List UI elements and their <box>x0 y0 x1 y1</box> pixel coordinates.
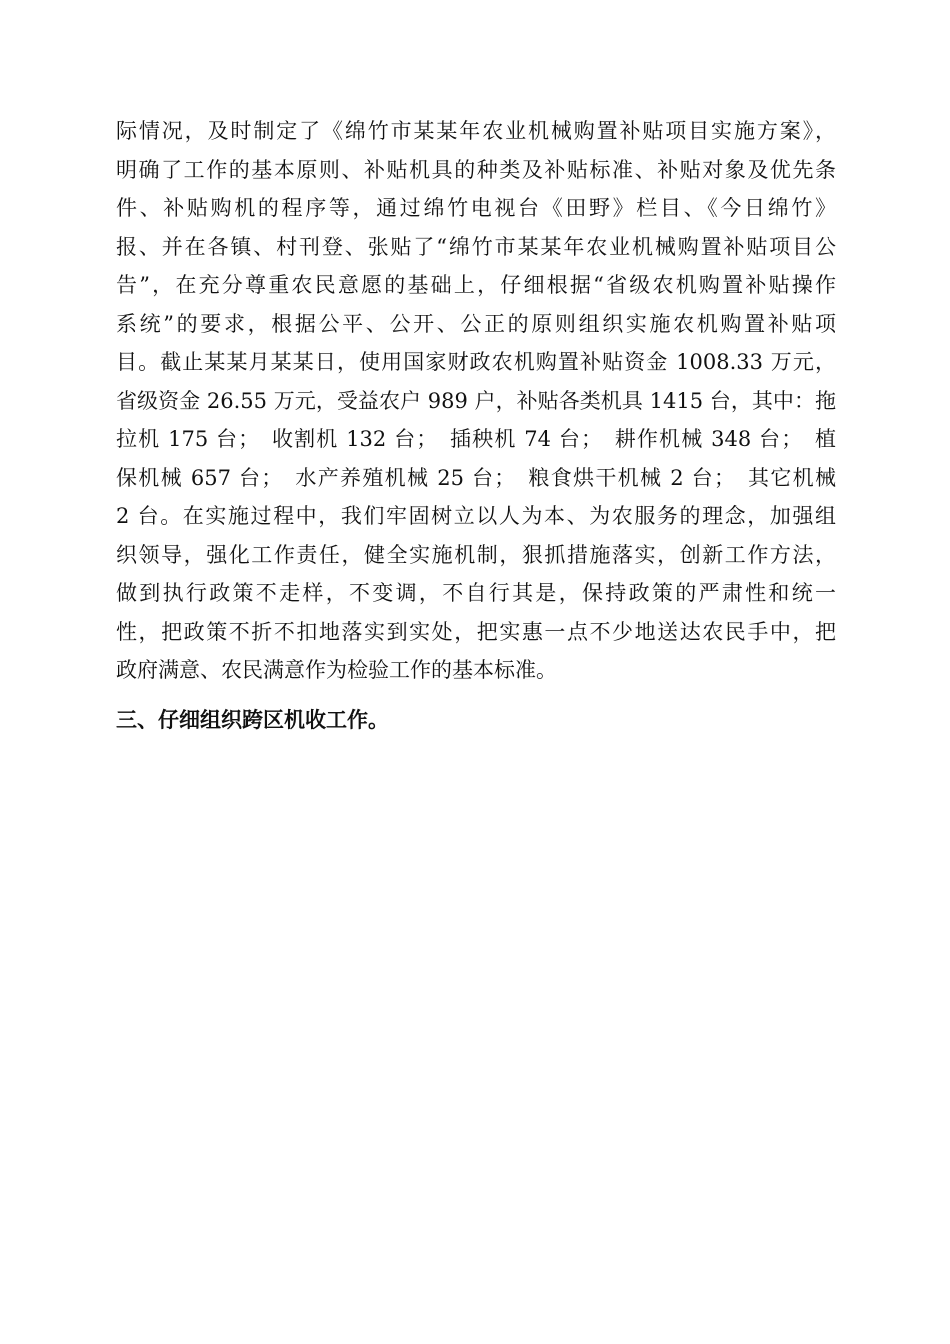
paragraph-line-15: 政府满意、农民满意作为检验工作的基本标准。 <box>116 658 557 682</box>
paragraph-line-2: 明确了工作的基本原则、补贴机具的种类及补贴标准、补贴对象及优先条 <box>116 157 836 182</box>
paragraph-line-4: 报、并在各镇、村刊登、张贴了“绵竹市某某年农业机械购置补贴项目公 <box>116 234 836 259</box>
paragraph-line-9: 拉机 175 台； 收割机 132 台； 插秧机 74 台； 耕作机械 348 台； 植 <box>116 427 836 451</box>
paragraph-line-1: 际情况，及时制定了《绵竹市某某年农业机械购置补贴项目实施方案》， <box>116 119 836 143</box>
paragraph-line-5: 告”，在充分尊重农民意愿的基础上，仔细根据“省级农机购置补贴操作 <box>116 273 836 297</box>
paragraph-line-14: 性，把政策不折不扣地落实到实处，把实惠一点不少地送达农民手中，把 <box>116 619 836 644</box>
body-paragraph <box>116 112 836 690</box>
paragraph-line-12: 织领导，强化工作责任，健全实施机制，狠抓措施落实，创新工作方法， <box>116 542 836 567</box>
paragraph-line-10: 保机械 657 台； 水产养殖机械 25 台； 粮食烘干机械 2 台； 其它机械 <box>116 465 836 490</box>
paragraph-line-8: 省级资金 26.55 万元，受益农户 989 户，补贴各类机具 1415 台，其中：拖 <box>116 388 836 413</box>
paragraph-line-11: 2 台。在实施过程中，我们牢固树立以人为本、为农服务的理念，加强组 <box>116 504 836 528</box>
paragraph-line-7: 目。截止某某月某某日，使用国家财政农机购置补贴资金 1008.33 万元， <box>116 350 836 374</box>
paragraph-line-3: 件、补贴购机的程序等，通过绵竹电视台《田野》栏目、《今日绵竹》 <box>116 196 836 220</box>
section-heading: 三、仔细组织跨区机收工作。 <box>116 708 389 732</box>
paragraph-line-13: 做到执行政策不走样，不变调，不自行其是，保持政策的严肃性和统一 <box>116 581 836 605</box>
paragraph-line-6: 系统”的要求，根据公平、公开、公正的原则组织实施农机购置补贴项 <box>116 311 836 336</box>
